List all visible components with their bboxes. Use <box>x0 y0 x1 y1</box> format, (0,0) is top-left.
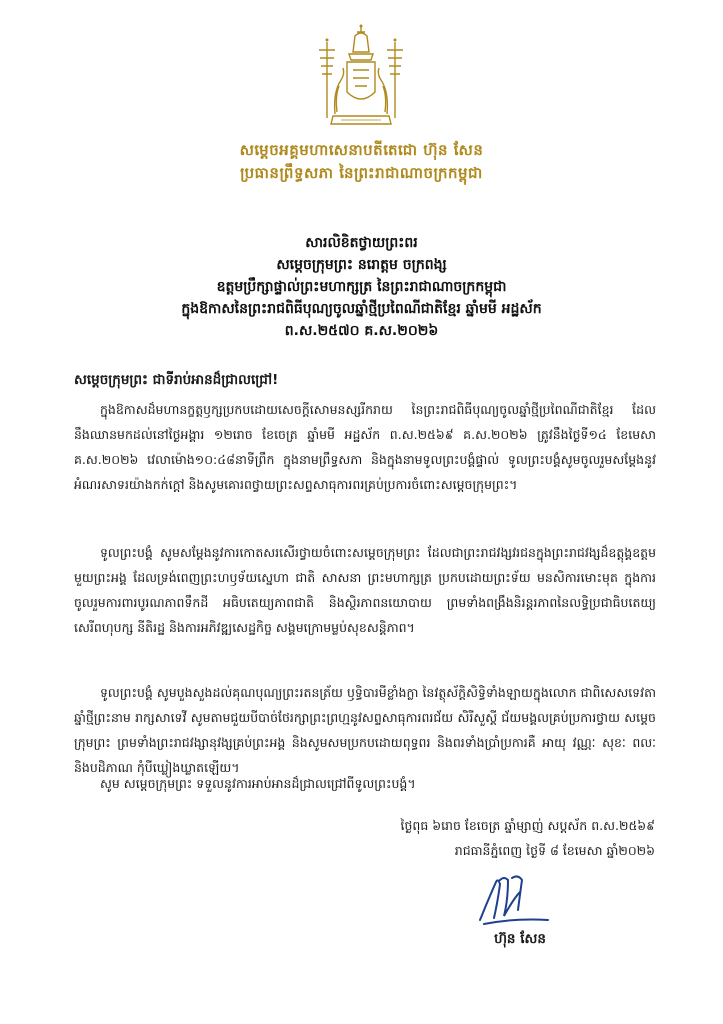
signer-name: ហ៊ុន សែន <box>494 931 546 947</box>
sender-name: សម្តេចអគ្គមហាសេនាបតីតេជោ ហ៊ុន សែន <box>239 141 484 159</box>
recipient-name: សម្តេចក្រុមព្រះ នរោត្តម ចក្រពង្ស <box>276 257 447 273</box>
closing-paragraph: សូម សម្តេចក្រុមព្រះ ទទួលនូវការអាប់អានដ៏ជ្រាលជ្រៅពីទូលព្រះបង្គំ។ <box>100 776 416 791</box>
sender-position: ប្រធានព្រឹទ្ធសភា នៃព្រះរាជាណាចក្រកម្ពុជា <box>240 164 483 182</box>
body-paragraph-1: ក្នុងឱកាសដ៏មហានក្ខត្តឫក្សប្រកបដោយសេចក្តីសោមនស្សរីករាយ នៃព្រះរាជពិធីបុណ្យចូលឆ្នាំថ្មីប្រពៃណីជាតិខ្មែរ ដែលនឹងឈានមកដល់នៅថ្ងៃអង្គារ ១២រោច ខែចេត្រ ឆ្នាំមមី អដ្ឋស័ក ព.ស.២៥៦៩ គ.ស.២០២៦ ត្រូវនឹងថ្ងៃទី១៤ ខែមេសា គ.ស.២០២៦ វេលាម៉ោង១០:៤៨នាទីព្រឹក ក្នុងនាមព្រឹទ្ធសភា និងក្នុងនាមទូលព្រះបង្គំផ្ទាល់ ទូលព្រះបង្គំសូមចូលរួមសម្តែងនូវអំណរសាទរយ៉ាងកក់ក្តៅ និងសូមគោរពថ្វាយព្រះសព្ទសាធុការពរគ្រប់ប្រការចំពោះសម្តេចក្រុមព្រះ។ <box>74 402 656 492</box>
royal-arms-emblem-icon <box>311 22 411 130</box>
occasion-year: ព.ស.២៥៧០ គ.ស.២០២៦ <box>284 323 439 339</box>
letter-title: សារលិខិតថ្វាយព្រះពរ <box>305 235 418 251</box>
body-paragraph-2: ទូលព្រះបង្គំ សូមសម្តែងនូវការកោតសរសើរថ្វាយចំពោះសម្តេចក្រុមព្រះ ដែលជាព្រះរាជវង្សវរជនក្នុងព្រះរាជវង្សដ៏ឧត្តុង្គឧត្តមមួយព្រះអង្គ ដែលទ្រង់ពេញព្រះហឫទ័យស្នេហា ជាតិ សាសនា ព្រះមហាក្សត្រ ប្រកបដោយព្រះទ័យ មនសិការមោះមុត ក្នុងការចូលរួមការពារបូរណភាពទឹកដី អធិបតេយ្យភាពជាតិ និងស្ថិរភាពនយោបាយ ព្រមទាំងពង្រឹងនិរន្តរភាពនៃលទ្ធិប្រជាធិបតេយ្យសេរីពហុបក្ស នីតិរដ្ឋ និងការអភិវឌ្ឍសេដ្ឋកិច្ច សង្គមក្រោមម្លប់សុខសន្តិភាព។ <box>74 545 656 635</box>
lunar-date-line: ថ្ងៃពុធ ៦រោច ខែចេត្រ ឆ្នាំម្សាញ់ សប្តស័ក ព.ស.២៥៦៩ <box>400 818 655 833</box>
occasion-line: ក្នុងឱកាសនៃព្រះរាជពិធីបុណ្យចូលឆ្នាំថ្មីប្រពៃណីជាតិខ្មែរ ឆ្នាំមមី អដ្ឋស័ក <box>181 301 542 317</box>
handwritten-signature-icon <box>474 870 554 930</box>
recipient-position: ឧត្តមប្រឹក្សាផ្ទាល់ព្រះមហាក្សត្រ នៃព្រះរាជាណាចក្រកម្ពុជា <box>216 279 507 295</box>
body-paragraph-3: ទូលព្រះបង្គំ សូមបួងសួងដល់គុណបុណ្យព្រះរតនត្រ័យ ឫទ្ធិបារមីខ្លាំងក្លា នៃវត្ថុស័ក្តិសិទ្ធិទាំងឡាយក្នុងលោក ជាពិសេសទេវតាឆ្នាំថ្មីព្រះនាម រាក្សសាទេវី សូមតាមជួយបីបាច់ថែរក្សាព្រះព្រហ្មនូវសព្ទសាធុការពរជ័យ សិរីសួស្តី ជ័យមង្គលគ្រប់ប្រការថ្វាយ សម្តេចក្រុមព្រះ ព្រមទាំងព្រះរាជវង្សានុវង្សគ្រប់ព្រះអង្គ និងសូមសមប្រកបដោយពុទ្ធពរ និងពរទាំងប្រាំប្រការគឺ អាយុ វណ្ណៈ សុខៈ ពលៈ និងបដិភាណ កុំបីឃ្លៀងឃ្លាតឡើយ។ <box>74 685 656 775</box>
place-date-line: រាជធានីភ្នំពេញ ថ្ងៃទី ៨ ខែមេសា ឆ្នាំ២០២៦ <box>454 843 655 858</box>
salutation: សម្តេចក្រុមព្រះ ជាទីរាប់អានដ៏ជ្រាលជ្រៅ! <box>74 372 279 388</box>
